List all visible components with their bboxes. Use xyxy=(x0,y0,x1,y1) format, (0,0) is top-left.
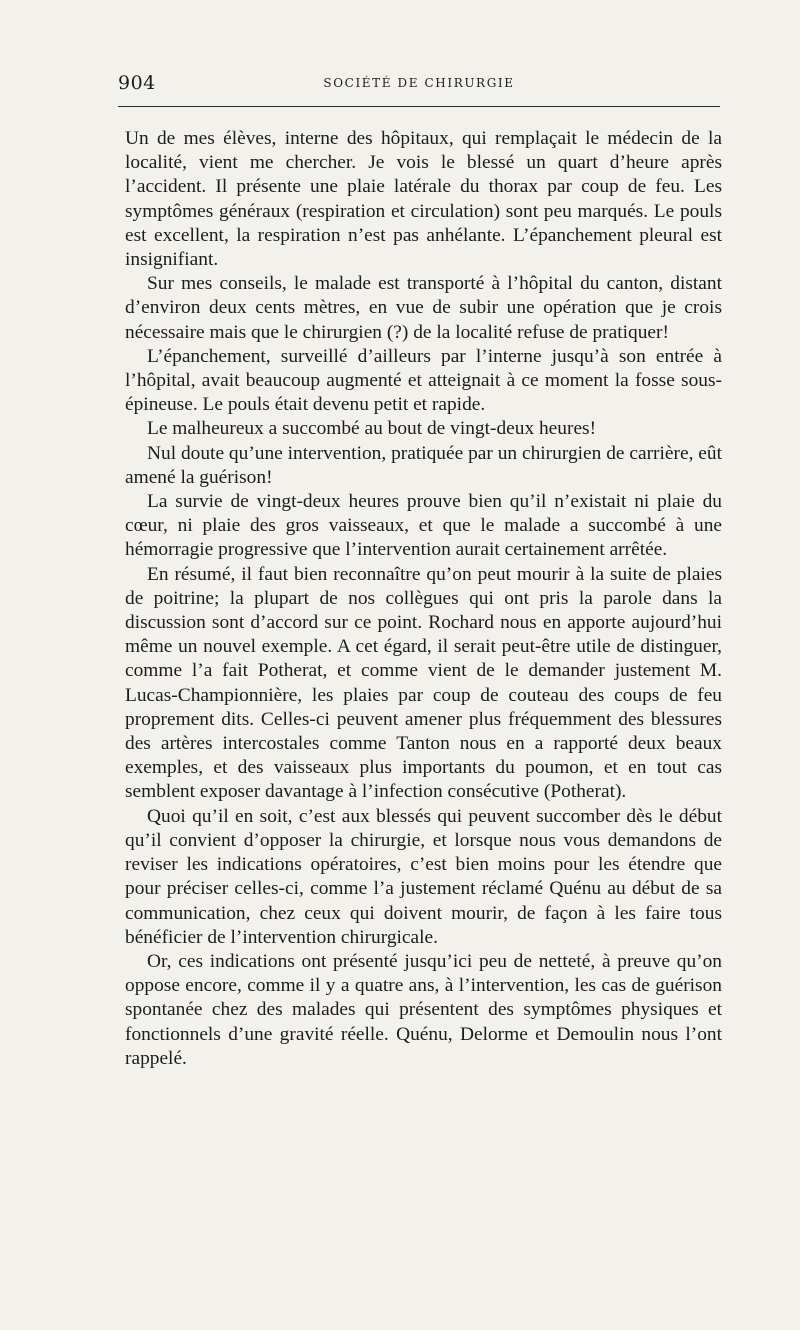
header-rule xyxy=(118,106,720,107)
page-number: 904 xyxy=(118,72,156,94)
paragraph: En résumé, il faut bien reconnaître qu’on peut mourir à la suite de plaies de poitrine; la plupart de nos collègues qui ont pris la parole dans la discussion sont d’accord sur ce point. Rochard nous en apporte aujourd’hui même un nouvel exemple. A cet égard, il serait peut-être utile de distinguer, comme l’a fait Potherat, et comme vient de le demander justement M. Lucas-Championnière, les plaies par coup de couteau des coups de feu proprement dits. Celles-ci peuvent amener plus fréquemment des blessures des artères intercostales comme Tanton nous en a rapporté deux beaux exemples, et des vaisseaux plus importants du poumon, et en tout cas semblent exposer davantage à l’infection consécutive (Potherat). xyxy=(125,563,722,803)
paragraph: Un de mes élèves, interne des hôpitaux, qui remplaçait le médecin de la localité, vient me chercher. Je vois le blessé un quart d’heure après l’accident. Il présente une plaie latérale du thorax par coup de feu. Les symptômes généraux (respiration et circulation) sont peu marqués. Le pouls est excellent, la respiration n’est pas anhélante. L’épanchement pleural est insignifiant. xyxy=(125,128,722,271)
paragraph: L’épanchement, surveillé d’ailleurs par l’interne jusqu’à son entrée à l’hôpital, avait beaucoup augmenté et atteignait à ce moment la fosse sous-épineuse. Le pouls était devenu petit et rapide. xyxy=(125,345,722,416)
paragraph: Le malheureux a succombé au bout de vingt-deux heures! xyxy=(147,418,597,440)
running-title: SOCIÉTÉ DE CHIRURGIE xyxy=(323,76,515,90)
page-header xyxy=(118,72,720,96)
paragraph: La survie de vingt-deux heures prouve bien qu’il n’existait ni plaie du cœur, ni plaie des gros vaisseaux, et que le malade a succombé à une hémorragie progressive que l’intervention aurait certainement arrêtée. xyxy=(125,491,722,561)
paragraph: Quoi qu’il en soit, c’est aux blessés qui peuvent succomber dès le début qu’il convient d’opposer la chirurgie, et lorsque nous vous demandons de reviser les indications opératoires, c’est bien moins pour les étendre que pour préciser celles-ci, comme l’a justement réclamé Quénu au début de sa communication, chez ceux qui doivent mourir, de façon à les faire tous bénéficier de l’intervention chirurgicale. xyxy=(125,805,722,948)
paragraph: Sur mes conseils, le malade est transporté à l’hôpital du canton, distant d’environ deux cents mètres, en vue de subir une opération que je crois nécessaire mais que le chirurgien (?) de la localité refuse de pratiquer! xyxy=(125,273,722,343)
paragraph: Nul doute qu’une intervention, pratiquée par un chirurgien de carrière, eût amené la guérison! xyxy=(125,442,722,488)
paragraph: Or, ces indications ont présenté jusqu’ici peu de netteté, à preuve qu’on oppose encore, comme il y a quatre ans, à l’intervention, les cas de guérison spontanée chez des malades qui présentent des symptômes physiques et fonctionnels d’une gravité réelle. Quénu, Delorme et Demoulin nous l’ont rappelé. xyxy=(125,950,722,1069)
body-text xyxy=(125,127,722,1071)
